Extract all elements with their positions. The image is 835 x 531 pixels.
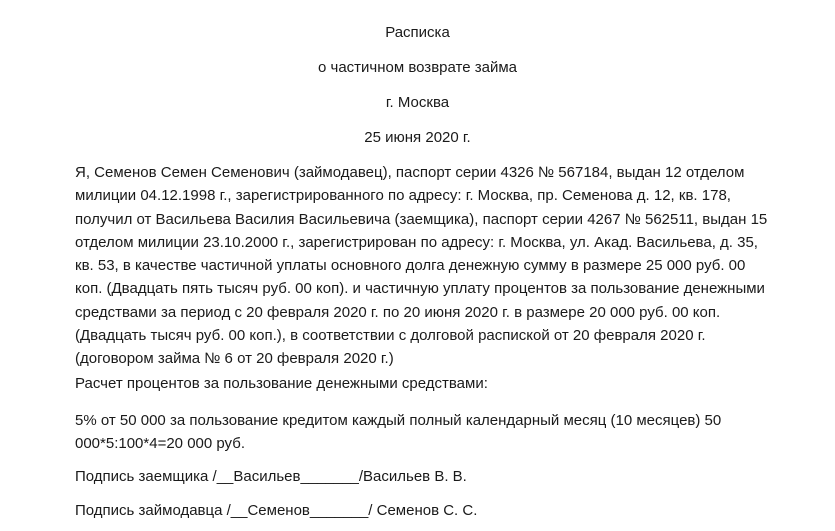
- interest-heading: Расчет процентов за пользование денежными средствами:: [75, 375, 488, 392]
- body-line: коп. (Двадцать пять тысяч руб. 00 коп). и частичную уплату процентов за пользование денежными: [75, 280, 765, 298]
- interest-line: 5% от 50 000 за пользование кредитом каждый полный календарный месяц (10 месяцев) 50: [75, 412, 722, 429]
- document-date: 25 июня 2020 г.: [364, 129, 471, 146]
- body-line: Я, Семенов Семен Семенович (займодавец), паспорт серии 4326 № 567184, выдан 12 отделом: [75, 164, 745, 181]
- document-title: Расписка: [385, 24, 450, 41]
- body-line: милиции 04.12.1998 г., зарегистрированного по адресу: г. Москва, пр. Семенова д. 12, кв. 178,: [75, 187, 731, 205]
- lender-signature: Подпись займодавца /__Семенов_______/ Семенов С. С.: [75, 502, 478, 519]
- document-body: [75, 161, 795, 371]
- document-subtitle: о частичном возврате займа: [318, 59, 517, 76]
- interest-line: 000*5:100*4=20 000 руб.: [75, 435, 245, 453]
- body-line: (Двадцать тысяч руб. 00 коп.), в соответствии с долговой распиской от 20 февраля 2020 г.: [75, 327, 706, 345]
- body-line: (договором займа № 6 от 20 февраля 2020 г.): [75, 350, 394, 368]
- body-line: отделом милиции 23.10.2000 г., зарегистрирован по адресу: г. Москва, ул. Акад. Васильева, д. 35,: [75, 233, 758, 251]
- borrower-signature: Подпись заемщика /__Васильев_______/Васильев В. В.: [75, 468, 467, 485]
- body-line: кв. 53, в качестве частичной уплаты основного долга денежную сумму в размере 25 000 руб. 00: [75, 257, 746, 275]
- document-city: г. Москва: [385, 94, 450, 111]
- body-line: получил от Васильева Василия Васильевича (заемщика), паспорт серии 4267 № 562511, выдан 15: [75, 210, 768, 228]
- body-line: средствами за период с 20 февраля 2020 г. по 20 июня 2020 г. в размере 20 000 руб. 00 коп.: [75, 303, 721, 321]
- interest-calculation: [75, 409, 795, 456]
